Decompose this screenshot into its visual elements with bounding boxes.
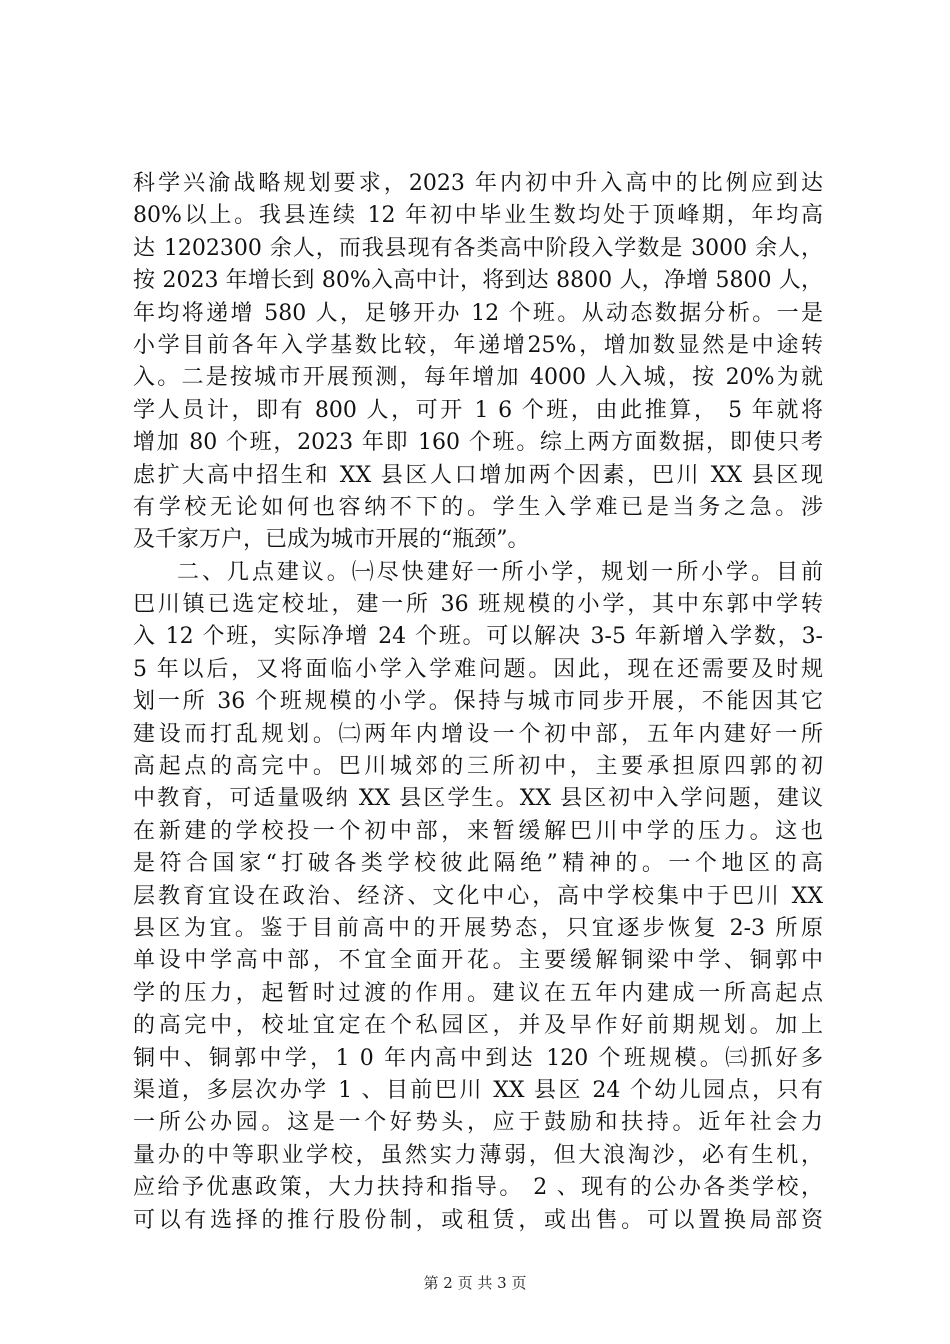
text-line: 科学兴渝战略规划要求，2023 年内初中升入高中的比例应到达 bbox=[133, 171, 823, 196]
text-line: 学的压力，起暂时过渡的作用。建议在五年内建成一所高起点 bbox=[133, 980, 823, 1006]
text-line: 渠道，多层次办学 1 、目前巴川 XX 县区 24 个幼儿园点，只有 bbox=[133, 1077, 823, 1103]
text-line: 虑扩大高中招生和 XX 县区人口增加两个因素，巴川 XX 县区现 bbox=[133, 462, 823, 488]
text-line: 中教育，可适量吸纳 XX 县区学生。XX 县区初中入学问题，建议 bbox=[133, 786, 823, 812]
text-line: 的高完中，校址宜定在个私园区，并及早作好前期规划。加上 bbox=[133, 1013, 823, 1039]
document-body bbox=[133, 168, 823, 1237]
text-line: 在新建的学校投一个初中部，来暂缓解巴川中学的压力。这也 bbox=[133, 818, 823, 844]
text-line: 及千家万户，已成为城市开展的“瓶颈”。 bbox=[133, 527, 530, 553]
text-line: 小学目前各年入学基数比较，年递增25%，增加数显然是中途转 bbox=[133, 332, 823, 358]
text-line: 按 2023 年增长到 80%入高中计，将到达 8800 人，净增 5800 人， bbox=[133, 268, 823, 294]
text-line: 县区为宜。鉴于目前高中的开展势态，只宜逐步恢复 2-3 所原 bbox=[133, 915, 823, 941]
text-line: 层教育宜设在政治、经济、文化中心，高中学校集中于巴川 XX bbox=[133, 883, 823, 909]
text-line: 可以有选择的推行股份制，或租赁，或出售。可以置换局部资 bbox=[133, 1207, 823, 1233]
text-line: 增加 80 个班，2023 年即 160 个班。综上两方面数据，即使只考 bbox=[133, 430, 823, 456]
text-line: 年均将递增 580 人，足够开办 12 个班。从动态数据分析。一是 bbox=[133, 300, 823, 326]
text-line: 量办的中等职业学校，虽然实力薄弱，但大浪淘沙，必有生机， bbox=[133, 1142, 823, 1168]
text-line: 一所公办园。这是一个好势头，应于鼓励和扶持。近年社会力 bbox=[133, 1110, 823, 1136]
text-line: 应给予优惠政策，大力扶持和指导。 2 、现有的公办各类学校， bbox=[133, 1175, 823, 1201]
text-line: 有学校无论如何也容纳不下的。学生入学难已是当务之急。涉 bbox=[133, 494, 823, 520]
text-line: 划一所 36 个班规模的小学。保持与城市同步开展，不能因其它 bbox=[133, 689, 823, 715]
text-line: 达 1202300 余人，而我县现有各类高中阶段入学数是 3000 余人， bbox=[133, 235, 823, 261]
text-line: 巴川镇已选定校址，建一所 36 班规模的小学，其中东郭中学转 bbox=[133, 592, 823, 618]
text-line: 铜中、铜郭中学，1 0 年内高中到达 120 个班规模。㈢抓好多 bbox=[133, 1045, 823, 1071]
text-line: 高起点的高完中。巴川城郊的三所初中，主要承担原四郭的初 bbox=[133, 754, 823, 780]
text-line: 单设中学高中部，不宜全面开花。主要缓解铜梁中学、铜郭中 bbox=[133, 948, 823, 974]
text-line: 建设而打乱规划。㈡两年内增设一个初中部，五年内建好一所 bbox=[133, 721, 823, 747]
text-line: 入。二是按城市开展预测，每年增加 4000 人入城，按 20%为就 bbox=[133, 365, 823, 391]
text-line: 学人员计，即有 800 人，可开 1 6 个班，由此推算， 5 年就将 bbox=[133, 397, 823, 423]
text-line: 入 12 个班，实际净增 24 个班。可以解决 3-5 年新增入学数，3- bbox=[133, 624, 823, 650]
text-line: 5 年以后，又将面临小学入学难问题。因此，现在还需要及时规 bbox=[133, 656, 823, 682]
text-line: 二、几点建议。㈠尽快建好一所小学，规划一所小学。目前 bbox=[177, 559, 823, 585]
text-line: 是符合国家“打破各类学校彼此隔绝”精神的。一个地区的高 bbox=[133, 851, 823, 877]
text-line: 80%以上。我县连续 12 年初中毕业生数均处于顶峰期，年均高 bbox=[133, 203, 823, 229]
page-number-footer: 第 2 页 共 3 页 bbox=[423, 1274, 527, 1292]
